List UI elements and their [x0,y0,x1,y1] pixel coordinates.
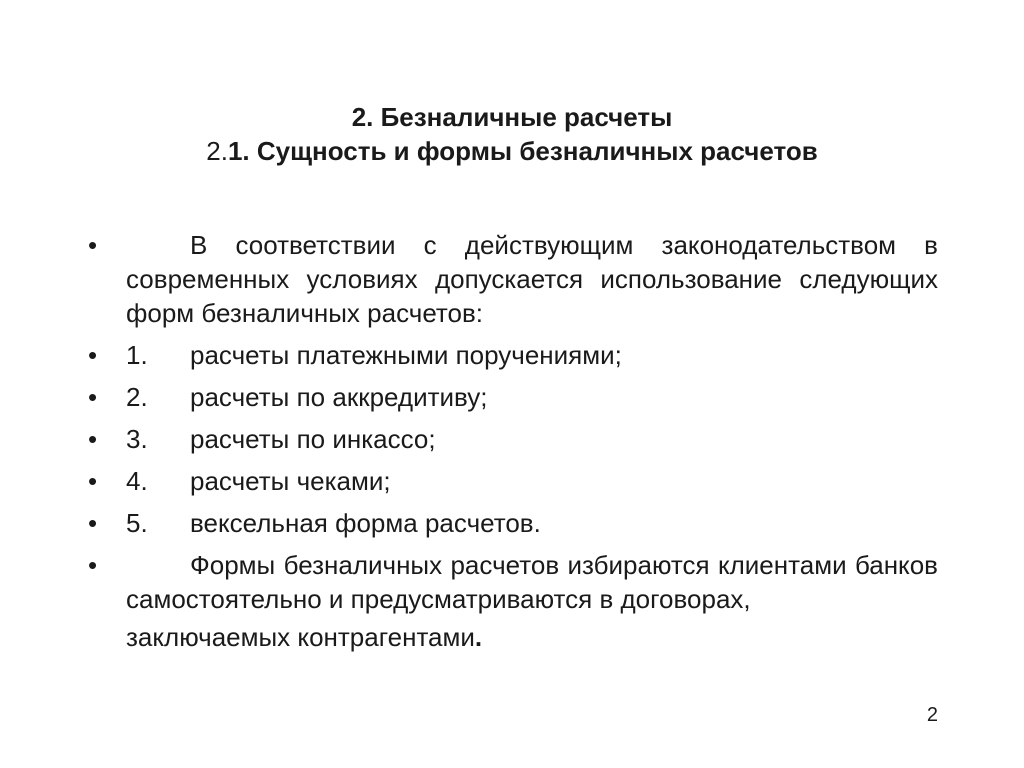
list-item-intro [88,228,938,330]
bullet-icon: • [88,550,98,580]
closing-last-text: заключаемых контрагентами [126,622,475,652]
subsection-number: 2. [206,136,228,166]
bullet-icon: • [88,466,98,496]
item-number: 5. [126,508,148,538]
bullet-icon: • [88,508,98,538]
list-item [88,464,938,498]
list-item [88,338,938,372]
bullet-list [88,228,938,662]
closing-last-line [126,620,938,654]
closing-text: Формы безналичных расчетов избираются клиентами банков самостоятельно и предусматриваются в договорах, [126,550,938,614]
subsection-title [0,134,1024,168]
item-number: 2. [126,382,148,412]
closing-end-mark: . [474,622,483,652]
subsection-text: 1. Сущность и формы безналичных расчетов [227,136,818,166]
item-text: расчеты платежными поручениями; [190,340,622,370]
list-item [88,422,938,456]
list-item [88,380,938,414]
item-number: 1. [126,340,148,370]
slide-title [0,100,1024,168]
item-number: 4. [126,466,148,496]
intro-paragraph [126,228,938,330]
list-item [88,506,938,540]
list-item-closing [88,548,938,654]
item-text: расчеты чеками; [190,466,391,496]
item-text: расчеты по инкассо; [190,424,436,454]
section-title: 2. Безналичные расчеты [351,102,673,132]
item-text: вексельная форма расчетов. [190,508,541,538]
item-text: расчеты по аккредитиву; [190,382,488,412]
intro-text: В соответствии с действующим законодательством в современных условиях допускается использование следующих форм безналичных расчетов: [126,230,938,328]
bullet-icon: • [88,424,98,454]
bullet-icon: • [88,230,98,260]
closing-paragraph [126,548,938,616]
bullet-icon: • [88,340,98,370]
page-number: 2 [926,704,938,726]
item-number: 3. [126,424,148,454]
bullet-icon: • [88,382,98,412]
